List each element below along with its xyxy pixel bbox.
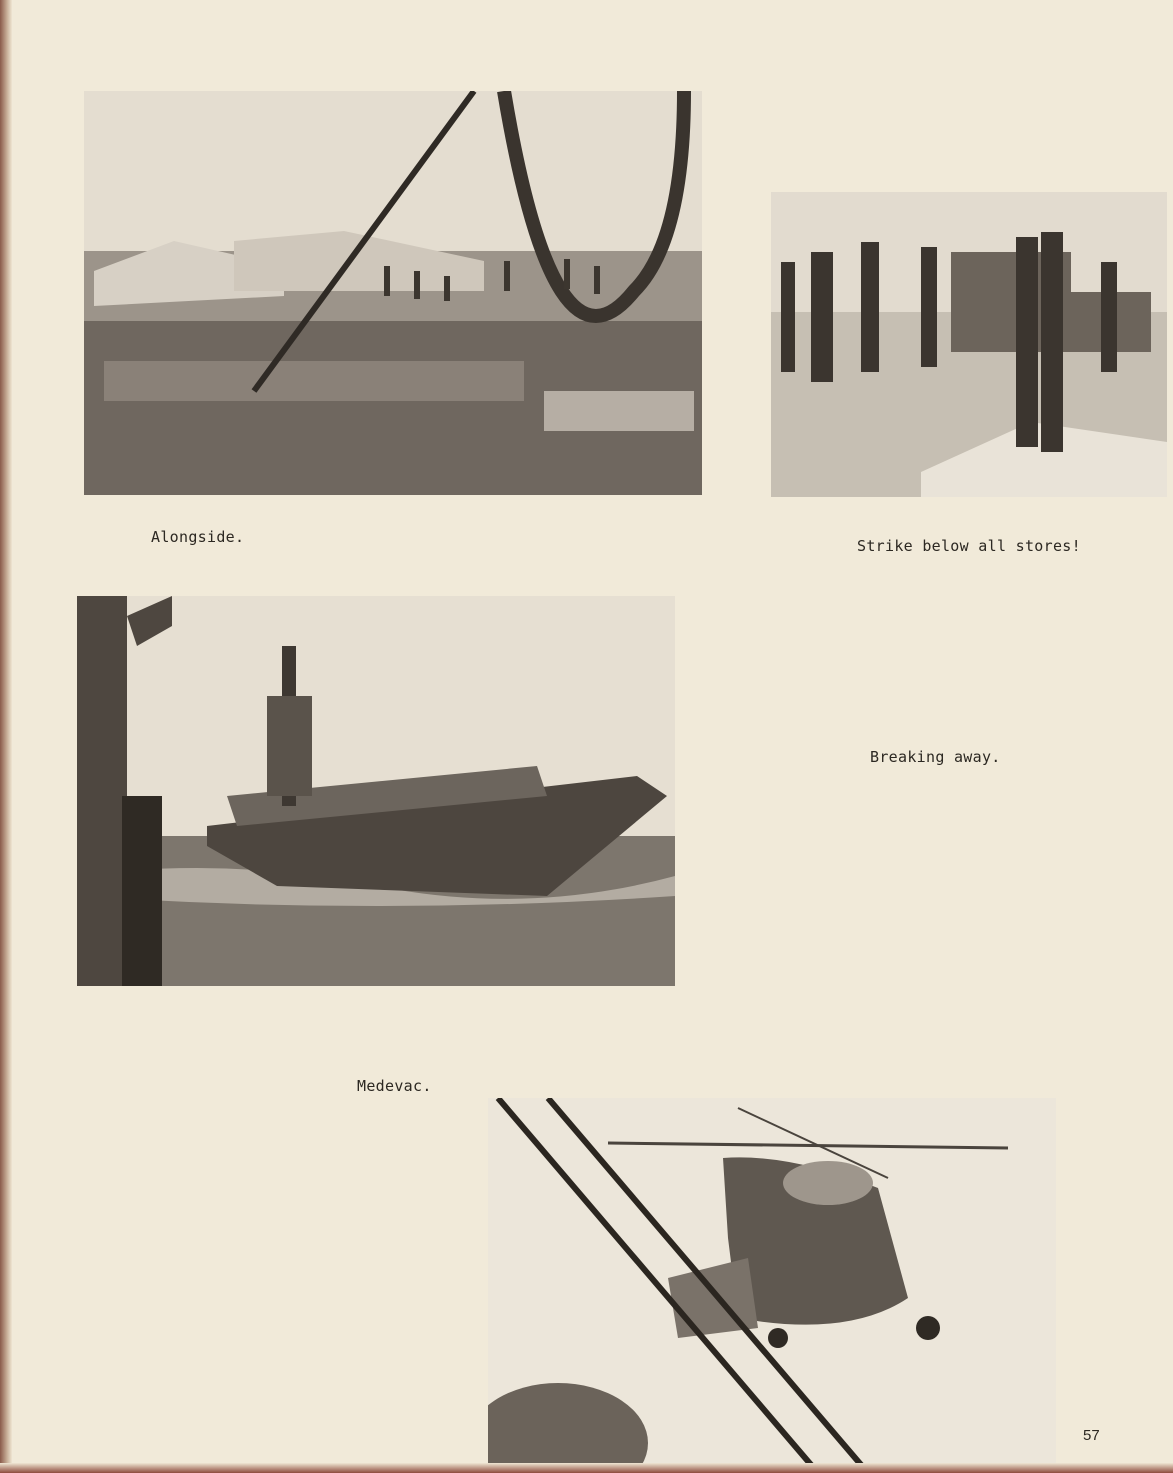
caption-alongside: Alongside. bbox=[151, 528, 245, 546]
photo-breaking-away bbox=[77, 596, 675, 986]
page-number: 57 bbox=[1083, 1427, 1100, 1444]
photo-alongside bbox=[84, 91, 702, 495]
medevac-image bbox=[488, 1098, 1056, 1473]
strike-below-image bbox=[771, 192, 1167, 497]
page-binding-edge bbox=[0, 0, 12, 1473]
photo-medevac bbox=[488, 1098, 1056, 1473]
alongside-image bbox=[84, 91, 702, 495]
breaking-away-image bbox=[77, 596, 675, 986]
caption-breaking-away: Breaking away. bbox=[870, 748, 1001, 766]
page-bottom-edge bbox=[0, 1463, 1173, 1473]
photo-strike-below bbox=[771, 192, 1167, 497]
caption-strike-below: Strike below all stores! bbox=[857, 537, 1081, 555]
caption-medevac: Medevac. bbox=[357, 1077, 432, 1095]
